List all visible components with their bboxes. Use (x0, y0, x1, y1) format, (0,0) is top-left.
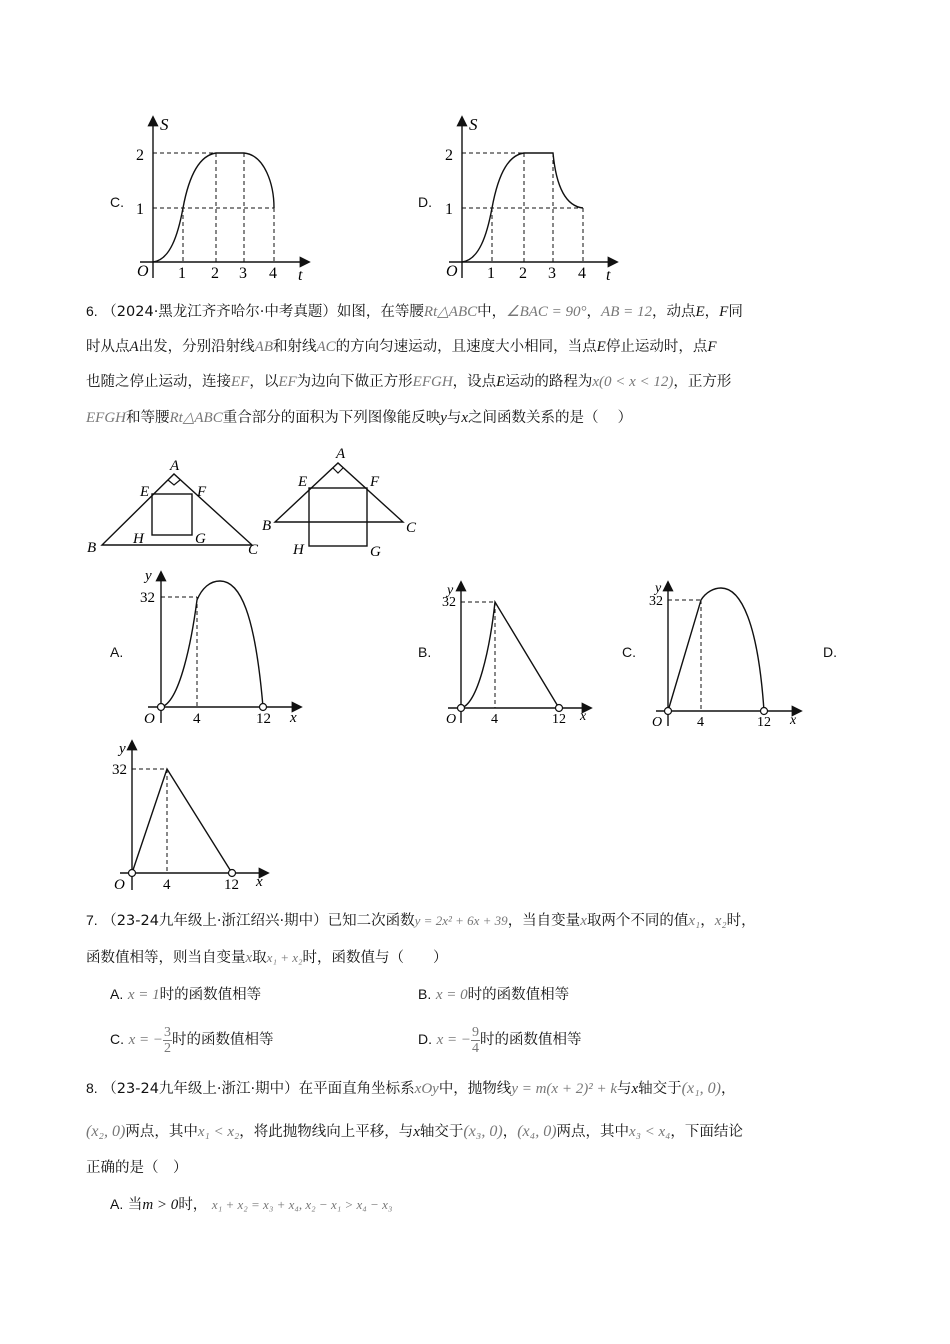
q7-option-d[interactable]: D. x = − $\frac{9}{4}$ 时的函数值相等 (418, 1024, 582, 1056)
q7-line-1: 7. （23-24九年级上·浙江绍兴·期中）已知二次函数y = 2x² + 6x + 39，当自变量x取两个不同的值x₁，x₂时， (86, 912, 756, 929)
svg-text:12: 12 (552, 712, 566, 727)
q6-line-4: EFGH和等腰Rt△ABC重合部分的面积为下列图像能反映y与x之间函数关系的是（ ） (86, 410, 633, 426)
svg-text:H: H (133, 531, 144, 547)
svg-text:12: 12 (757, 715, 771, 728)
svg-text:O: O (652, 715, 663, 728)
svg-text:2: 2 (136, 147, 144, 164)
svg-text:B: B (262, 518, 272, 534)
q6-number: 6. (86, 303, 98, 319)
svg-text:C: C (248, 542, 259, 558)
svg-text:F: F (197, 484, 207, 500)
axis-s-label: S (160, 115, 169, 134)
q6-option-a-graph (140, 568, 310, 728)
svg-text:x: x (580, 709, 587, 724)
q8-line-3: 正确的是（ ） (86, 1160, 188, 1176)
svg-text:O: O (114, 877, 125, 893)
q7-source: （23-24九年级上·浙江绍兴·期中） (102, 913, 328, 929)
svg-text:12: 12 (224, 877, 239, 893)
q6-line-2: 时从点A出发，分别沿射线AB和射线AC的方向匀速运动，且速度大小相同，当点E停止运动时，点F (86, 339, 717, 355)
svg-text:E: E (298, 474, 308, 490)
svg-text:y: y (145, 568, 152, 584)
svg-text:4: 4 (578, 265, 586, 282)
q6-figure-1 (80, 440, 265, 560)
svg-text:y: y (655, 581, 662, 596)
svg-text:x: x (790, 713, 797, 728)
svg-text:O: O (446, 712, 457, 727)
q8-option-a[interactable]: A. 当m > 0时， x₁ + x₂ = x₃ + x₄, x₂ − x₁ > x₄ − x₃ (110, 1196, 393, 1213)
svg-text:C: C (406, 520, 417, 536)
svg-text:2: 2 (211, 265, 219, 282)
q6-source: （2024·黑龙江齐齐哈尔·中考真题） (102, 304, 337, 320)
q5-option-c-label[interactable]: C. (110, 194, 124, 210)
svg-text:4: 4 (269, 265, 277, 282)
svg-text:O: O (144, 711, 155, 727)
q6-option-b-label[interactable]: B. (418, 644, 432, 660)
svg-text:S: S (469, 115, 478, 134)
q8-line-2: (x₂, 0)两点，其中x₁ < x₂，将此抛物线向上平移，与x轴交于(x₃, 0)，(x₄, 0)两点，其中x₃ < x₄，下面结论 (86, 1123, 743, 1140)
svg-text:4: 4 (193, 711, 201, 727)
q7-number: 7. (86, 912, 98, 928)
svg-text:O: O (137, 263, 149, 280)
q6-option-d-graph (112, 738, 272, 894)
svg-text:G: G (195, 531, 206, 547)
q6-option-d-label[interactable]: D. (823, 644, 837, 660)
q8-source: （23-24九年级上·浙江·期中） (102, 1081, 299, 1097)
q7-option-b[interactable]: B. x = 0时的函数值相等 (418, 986, 570, 1003)
q5-option-d-label[interactable]: D. (418, 194, 432, 210)
svg-text:O: O (446, 263, 458, 280)
svg-text:4: 4 (697, 715, 704, 728)
svg-text:A: A (336, 446, 346, 462)
svg-text:4: 4 (163, 877, 171, 893)
q5-option-d-graph (440, 110, 630, 282)
q8-number: 8. (86, 1080, 98, 1096)
q6-option-a-label[interactable]: A. (110, 644, 124, 660)
svg-text:t: t (298, 267, 303, 282)
q6-line-3: 也随之停止运动，连接EF，以EF为边向下做正方形EFGH，设点E运动的路程为x(0 < x < 12)，正方形 (86, 374, 732, 390)
svg-text:32: 32 (442, 595, 456, 610)
q6-figure-2 (260, 440, 440, 560)
svg-text:32: 32 (649, 594, 663, 609)
svg-text:12: 12 (256, 711, 271, 727)
q6-option-c-graph (648, 578, 808, 728)
q7-option-c[interactable]: C. x = − $\frac{3}{2}$ 时的函数值相等 (110, 1024, 274, 1056)
svg-text:1: 1 (178, 265, 186, 282)
svg-text:4: 4 (491, 712, 498, 727)
svg-text:1: 1 (136, 201, 144, 218)
svg-text:x: x (256, 874, 263, 890)
q8-line-1: 8. （23-24九年级上·浙江·期中）在平面直角坐标系xOy中，抛物线y = m(x + 2)² + k与x轴交于(x₁, 0)， (86, 1080, 736, 1097)
svg-text:B: B (87, 540, 97, 556)
svg-text:2: 2 (445, 147, 453, 164)
svg-text:F: F (370, 474, 380, 490)
svg-text:G: G (370, 544, 381, 560)
svg-text:32: 32 (140, 590, 155, 606)
svg-text:1: 1 (487, 265, 495, 282)
svg-text:y: y (119, 741, 126, 757)
svg-text:t: t (606, 267, 611, 282)
svg-text:32: 32 (112, 762, 127, 778)
q6-option-b-graph (440, 578, 600, 728)
q7-line-2: 函数值相等，则当自变量x取x₁ + x₂时，函数值与（ ） (86, 950, 448, 966)
q5-option-c-graph (130, 110, 320, 282)
svg-text:2: 2 (519, 265, 527, 282)
q6-option-c-label[interactable]: C. (622, 644, 636, 660)
q6-line-1: 6. （2024·黑龙江齐齐哈尔·中考真题）如图，在等腰Rt△ABC中，∠BAC = 90°，AB = 12，动点E，F同 (86, 303, 743, 320)
svg-text:3: 3 (548, 265, 556, 282)
q7-option-a[interactable]: A. x = 1时的函数值相等 (110, 986, 262, 1003)
svg-text:1: 1 (445, 201, 453, 218)
svg-text:A: A (170, 458, 180, 474)
svg-text:x: x (290, 710, 297, 726)
svg-text:H: H (293, 542, 304, 558)
svg-text:E: E (140, 484, 150, 500)
svg-text:y: y (447, 583, 454, 598)
svg-text:3: 3 (239, 265, 247, 282)
